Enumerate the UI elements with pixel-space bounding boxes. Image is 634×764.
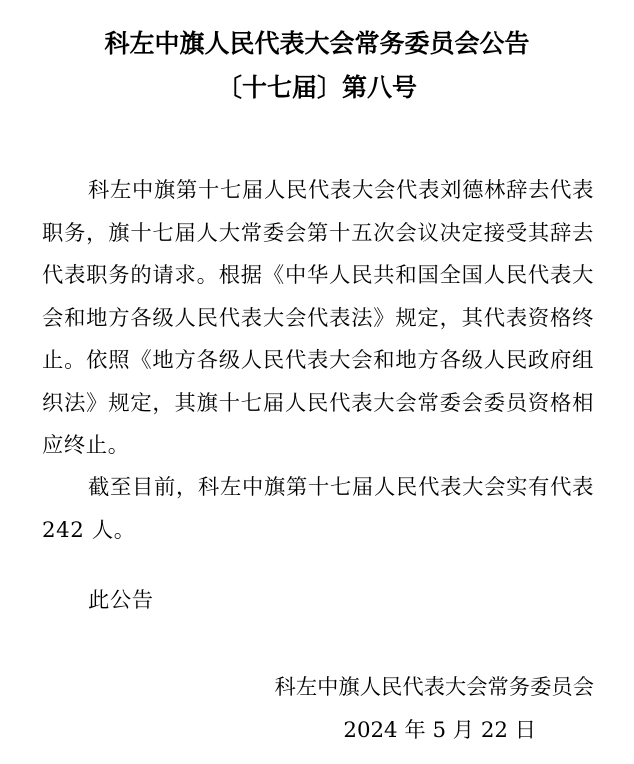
document-number: 〔十七届〕第八号: [216, 73, 417, 102]
body-paragraph-closing: 此公告: [88, 588, 154, 613]
signature-organization: 科左中旗人民代表大会常务委员会: [274, 675, 594, 700]
body-paragraph-resignation: 科左中旗第十七届人民代表大会代表刘德林辞去代表职务，旗十七届人大常委会第十五次会议决定接受其辞去代表职务的请求。根据《中华人民共和国全国人民代表大会和地方各级人民代表大会代表法》规定，其代表资格终止。依照《地方各级人民代表大会和地方各级人民政府组织法》规定，其旗十七届人民代表大会常委会委员资格相应终止。: [42, 178, 594, 458]
signature-date: 2024 年 5 月 22 日: [343, 718, 536, 743]
document-title: 科左中旗人民代表大会常务委员会公告: [104, 29, 530, 58]
body-paragraph-delegate-count: 截至目前，科左中旗第十七届人民代表大会实有代表 242 人。: [42, 475, 594, 543]
